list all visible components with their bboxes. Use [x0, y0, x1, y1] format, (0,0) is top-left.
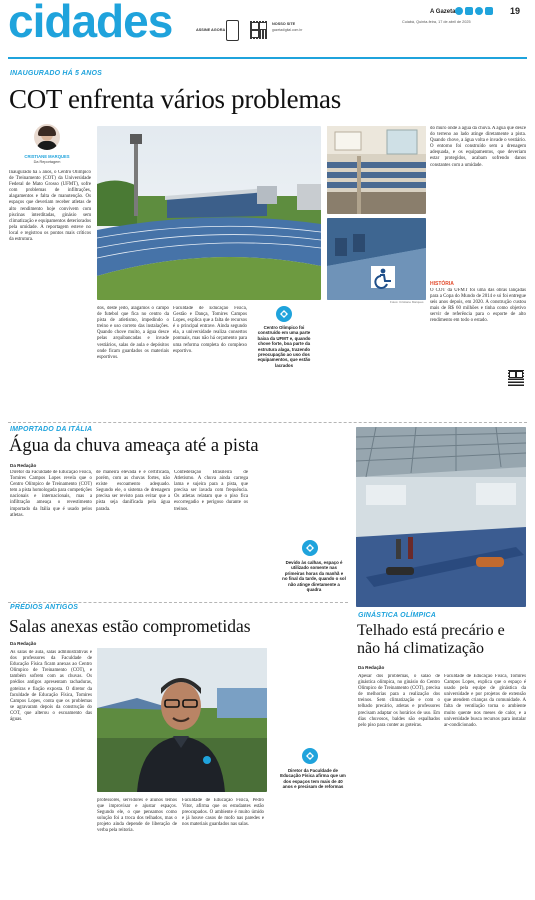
author-avatar	[34, 124, 60, 150]
promo-left[interactable]	[196, 20, 242, 42]
page-header	[0, 0, 535, 58]
camera-icon	[276, 306, 292, 322]
divider-2	[8, 602, 348, 603]
camera-icon-2	[302, 540, 318, 556]
accessible-seat-photo	[327, 218, 426, 300]
director-photo-image	[97, 648, 267, 792]
story1-kicker: INAUGURADO HÁ 5 ANOS	[10, 70, 103, 77]
stadium-photo-image	[97, 126, 321, 300]
story1-col5: O COT da UFMT foi uma das obras lançadas para a Copa do Mundo de 2014 e só foi entregue seis anos depois, em 2020. A construção custou mais de R$ 60 milhões e tinha como objetivo servir de referência para o esporte de alto rendimento em todo o estado.	[430, 288, 526, 324]
story1-col1: Inaugurado há 5 anos, o Centro Olímpico de Treinamento (COT) da Universidade Federal de Mato Grosso (UFMT), sofre com problemas de infiltrações, alagamentos e falta de manutenção. Os espaços que deveriam receber atletas de alto rendimento hoje convivem com piscinas interditadas, ginásio sem climatização e equipamentos deteriorados pela umidade. A reportagem esteve no local e registrou os pontos mais críticos da estrutura.	[9, 170, 91, 243]
date-line: Cuiabá, Quinta-feira, 17 de abril de 2025	[402, 20, 471, 24]
story1-col4b	[327, 306, 423, 418]
author-role: Da Reportagem	[33, 160, 61, 164]
story4-headline: Telhado está precário e não há climatização	[357, 622, 505, 657]
story1-qr-icon[interactable]	[508, 370, 524, 386]
story2-headline: Água da chuva ameaça até a pista	[9, 436, 259, 456]
story1-caption: Centro Olímpico foi construído em uma parte baixa da UFMT e, quando chove forte, boa parte da estrutura alaga, trazendo preocupação ao uso dos equipamentos, que estão lacrados	[257, 325, 311, 368]
story2-col2: de maneira elevada e é certificada, porém, com as chuvas fortes, não existe escoamento adequado. Segundo ele, o sistema de drenagem precisa ser revisto para evitar que a pista seja danificada pela água parada.	[96, 470, 170, 512]
social-icons[interactable]	[455, 7, 501, 16]
promo-right-sub: gazetadigital.com.br	[272, 28, 303, 32]
story3-col1: As salas de aula, salas administrativas e dos professores da Faculdade de Educação Física ficam anexas ao Centro Olímpico de Treinamento (COT), e também sofrem com as chuvas. Os prédios antigos apresentam rachaduras, goteiras e fiação exposta. O diretor da faculdade de Educação Física, Tomires Campos Lopes, conta que os problemas se agravaram depois da construção do COT, que alterou o escoamento das águas.	[10, 650, 92, 723]
accessible-seat-photo-image	[327, 218, 426, 300]
story2-col3: Confederação Brasileira de Atletismo. A chuva ainda carrega lama e sujeira para a pista, que precisa ser lavada com frequência. Os atletas relatam que o piso fica escorregadio e perigoso durante os treinos.	[174, 470, 248, 512]
author-name: CRISTIANE MARQUES	[24, 154, 70, 159]
story3-caption: Diretor da Faculdade de Educação Física afirma que um dos espaços tem mais de 40 anos e precisam de reformas	[280, 768, 346, 790]
story2-kicker: IMPORTADO DA ITÁLIA	[10, 426, 93, 433]
story1-headline: COT enfrenta vários problemas	[9, 84, 341, 114]
gym-photo	[356, 427, 526, 607]
story1-col3: Faculdade de Educação Física, Gestão e Dança, Tomires Campos Lopes, explica que a falta de recursos é o principal entrave. Ainda segundo ela, a universidade realiza consertos pontuais, mas não há orçamento para uma reforma completa do complexo esportivo.	[173, 306, 247, 354]
story1-subhead: HISTÓRIA	[430, 281, 454, 287]
camera-icon-3	[302, 748, 318, 764]
promo-left-label: ASSINE AGORA	[196, 28, 226, 32]
youtube-icon[interactable]	[485, 7, 493, 15]
story3-kicker: PRÉDIOS ANTIGOS	[10, 604, 79, 611]
story3-headline: Salas anexas estão comprometidas	[9, 616, 251, 636]
divider-1	[8, 422, 527, 423]
brand-name: A Gazeta	[430, 9, 456, 15]
phone-icon	[226, 20, 239, 41]
story4-col1: Apesar dos problemas, o salão de ginástica olímpica, no ginásio do Centro Olímpico de Treinamento (COT), precisa de melhorias para a realização dos treinos. Sem climatização e com o telhado precário, atletas e professores precisam adaptar os horários de uso. Em dias chuvosos, baldes são espalhados pelo piso para conter as goteiras.	[358, 674, 440, 728]
director-photo	[97, 648, 267, 792]
story3-byline: Da Redação	[10, 641, 37, 646]
photo-credit: Fotos: Cristiane Marques	[390, 300, 424, 304]
promo-right-label: NOSSO SITE	[272, 22, 296, 26]
story4-col2: Faculdade de Educação Física, Tomires Campos Lopes, explica que o espaço é usado pela equipe de ginástica da universidade e por projetos de extensão que atendem crianças da comunidade. A falta de ventilação torna o ambiente muito quente nos meses de calor, e a universidade busca recursos para instalar ar-condicionado.	[444, 674, 526, 728]
bleachers-photo	[327, 126, 426, 214]
story4-byline: Da Redação	[358, 665, 385, 670]
story3-col2: professores, servidores e alunos temos que improvisar e ajustar espaços. Segundo ele, o que pensamos como solução foi a troca dos telhados, mas o projeto ainda depende de liberação de verba pela reitoria.	[97, 798, 177, 834]
story2-byline: Da Redação	[10, 463, 37, 468]
story3-col3: Faculdade de Educação Física, Pedro Vitor, afirma que os estudantes estão preocupados. O ambiente é muito úmido e já houve casos de mofo nas paredes e nos materiais guardados nas salas.	[182, 798, 264, 828]
story1-col4: do muro onde a água da chuva. A água que desce do terreno ao lado atinge diretamente a pista. Quando chove, a água volta e invade o vestiário. O entorno foi construído sem a drenagem adequada, e os equipamentos, que deveriam estar protegidos, acabam sofrendo danos constantes com a umidade.	[430, 126, 526, 168]
page-number: 19	[510, 6, 521, 16]
story2-caption: Devido às calhas, espaço é utilizado somente nas primeiras horas da manhã e no final da tarde, quando o sol não atinge diretamente a quadra	[282, 560, 346, 593]
facebook-icon[interactable]	[455, 7, 463, 15]
gym-photo-image	[356, 427, 526, 607]
story4-kicker: GINÁSTICA OLÍMPICA	[358, 612, 437, 619]
story1-col2: dos, deste jeito, alagamos o campo de futebol que fica no centro da pista de atletismo, impedindo o treino e uso correto das instalações. Quando chove muito, a água desce pelas arquibancadas e invade vestiários, salas de aula e depósitos onde ficam guardados os materiais esportivos.	[97, 306, 169, 360]
stadium-photo	[97, 126, 321, 300]
story2-col1: Diretor da Faculdade de Educação Física, Tomires Campos Lopes revela que o Centro Olímpico de Treinamento (COT) tem a pista homologada para competições nacionais e internacionais, mas a infiltração ameaça o revestimento importado da Itália que é usado pelos atletas.	[10, 470, 92, 518]
instagram-icon[interactable]	[465, 7, 473, 15]
header-rule	[8, 57, 527, 59]
section-title: cidades	[8, 0, 173, 47]
qr-code-icon[interactable]	[250, 21, 268, 39]
twitter-icon[interactable]	[475, 7, 483, 15]
bleachers-photo-image	[327, 126, 426, 214]
